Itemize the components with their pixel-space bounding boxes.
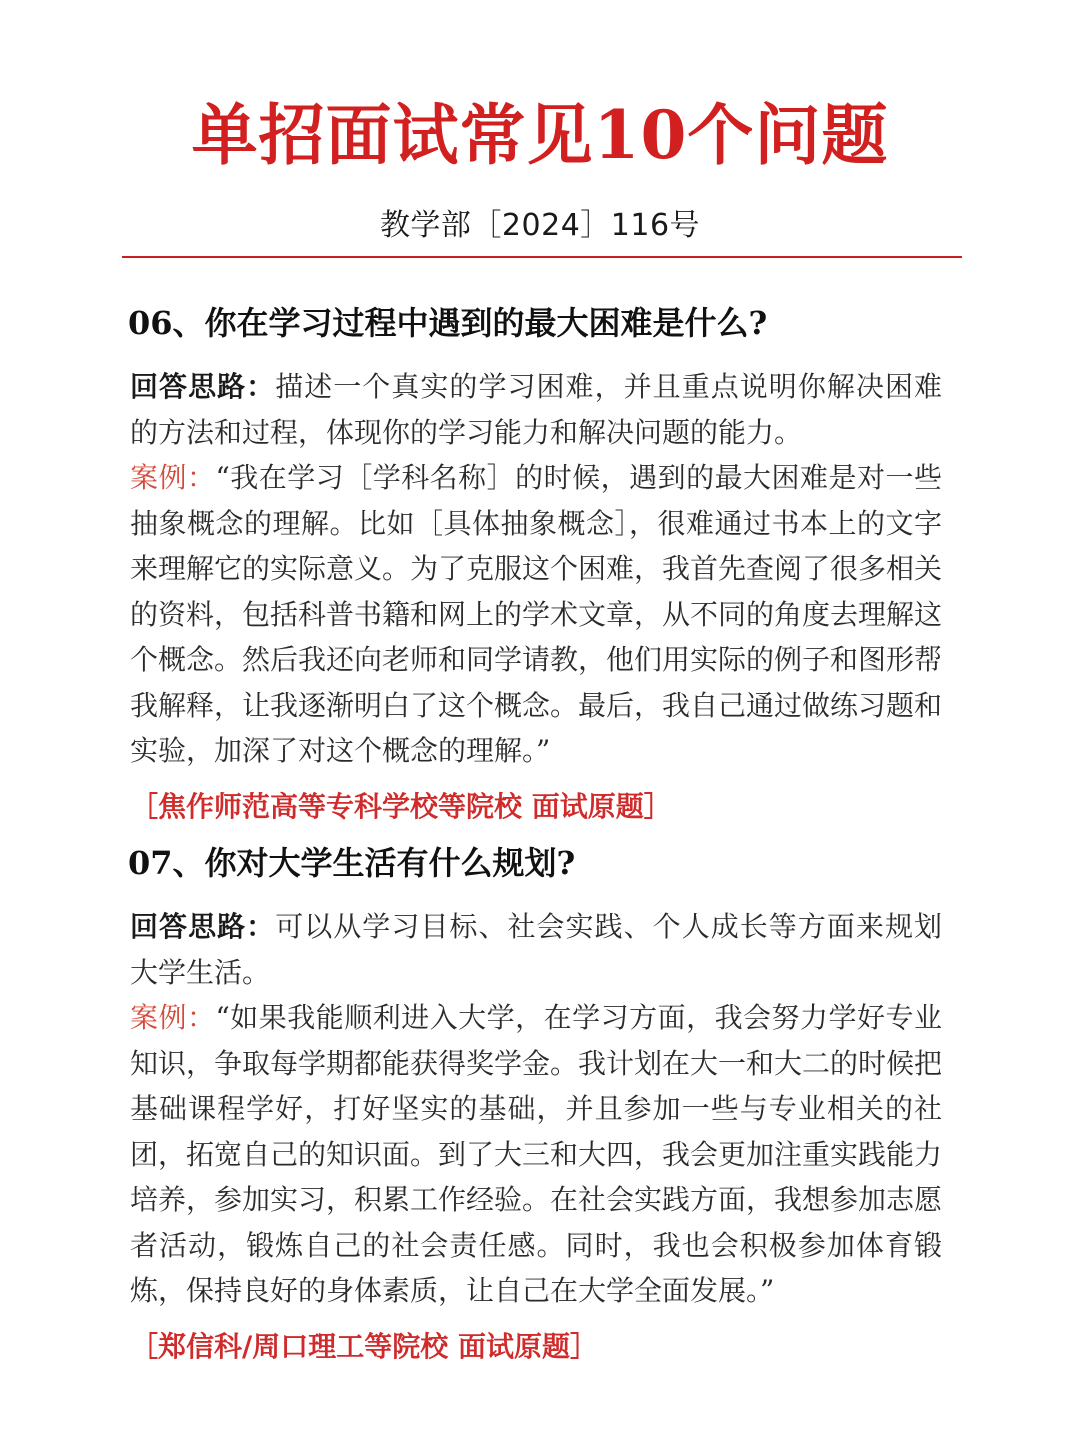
approach-text: 描述一个真实的学习困难，并且重点说明你解决困难的方法和过程，体现你的学习能力和解决问题的能力。 — [130, 370, 942, 449]
example-label: 案例： — [130, 461, 216, 494]
document-number: 教学部［2024］116号 — [379, 208, 701, 243]
header-divider — [122, 256, 962, 258]
question-source: ［郑信科/周口理工等院校 面试原题］ — [130, 1329, 598, 1363]
question-source: ［焦作师范高等专科学校等院校 面试原题］ — [130, 789, 672, 823]
page-title: 单招面试常见10个问题 — [191, 96, 889, 174]
approach-text: 可以从学习目标、社会实践、个人成长等方面来规划大学生活。 — [130, 910, 942, 989]
answer-example — [130, 455, 942, 774]
question-heading: 06、你在学习过程中遇到的最大困难是什么? — [128, 304, 768, 342]
approach-label: 回答思路： — [130, 910, 276, 943]
answer-approach — [130, 364, 942, 455]
example-text: “我在学习［学科名称］的时候，遇到的最大困难是对一些抽象概念的理解。比如［具体抽象概念］，很难通过书本上的文字来理解它的实际意义。为了克服这个困难，我首先查阅了很多相关的资料，包括科普书籍和网上的学术文章，从不同的角度去理解这个概念。然后我还向老师和同学请教，他们用实际的例子和图形帮我解释，让我逐渐明白了这个概念。最后，我自己通过做练习题和实验，加深了对这个概念的理解。” — [130, 461, 943, 767]
question-heading: 07、你对大学生活有什么规划? — [128, 844, 576, 882]
example-text: “如果我能顺利进入大学，在学习方面，我会努力学好专业知识，争取每学期都能获得奖学金。我计划在大一和大二的时候把基础课程学好，打好坚实的基础，并且参加一些与专业相关的社团，拓宽自己的知识面。到了大三和大四，我会更加注重实践能力培养，参加实习，积累工作经验。在社会实践方面，我想参加志愿者活动，锻炼自己的社会责任感。同时，我也会积极参加体育锻炼，保持良好的身体素质，让自己在大学全面发展。” — [130, 1001, 943, 1307]
question-section-07 — [130, 840, 942, 1368]
answer-example — [130, 995, 942, 1314]
question-section-06 — [130, 300, 942, 828]
approach-label: 回答思路： — [130, 370, 276, 403]
answer-approach — [130, 904, 942, 995]
example-label: 案例： — [130, 1001, 216, 1034]
